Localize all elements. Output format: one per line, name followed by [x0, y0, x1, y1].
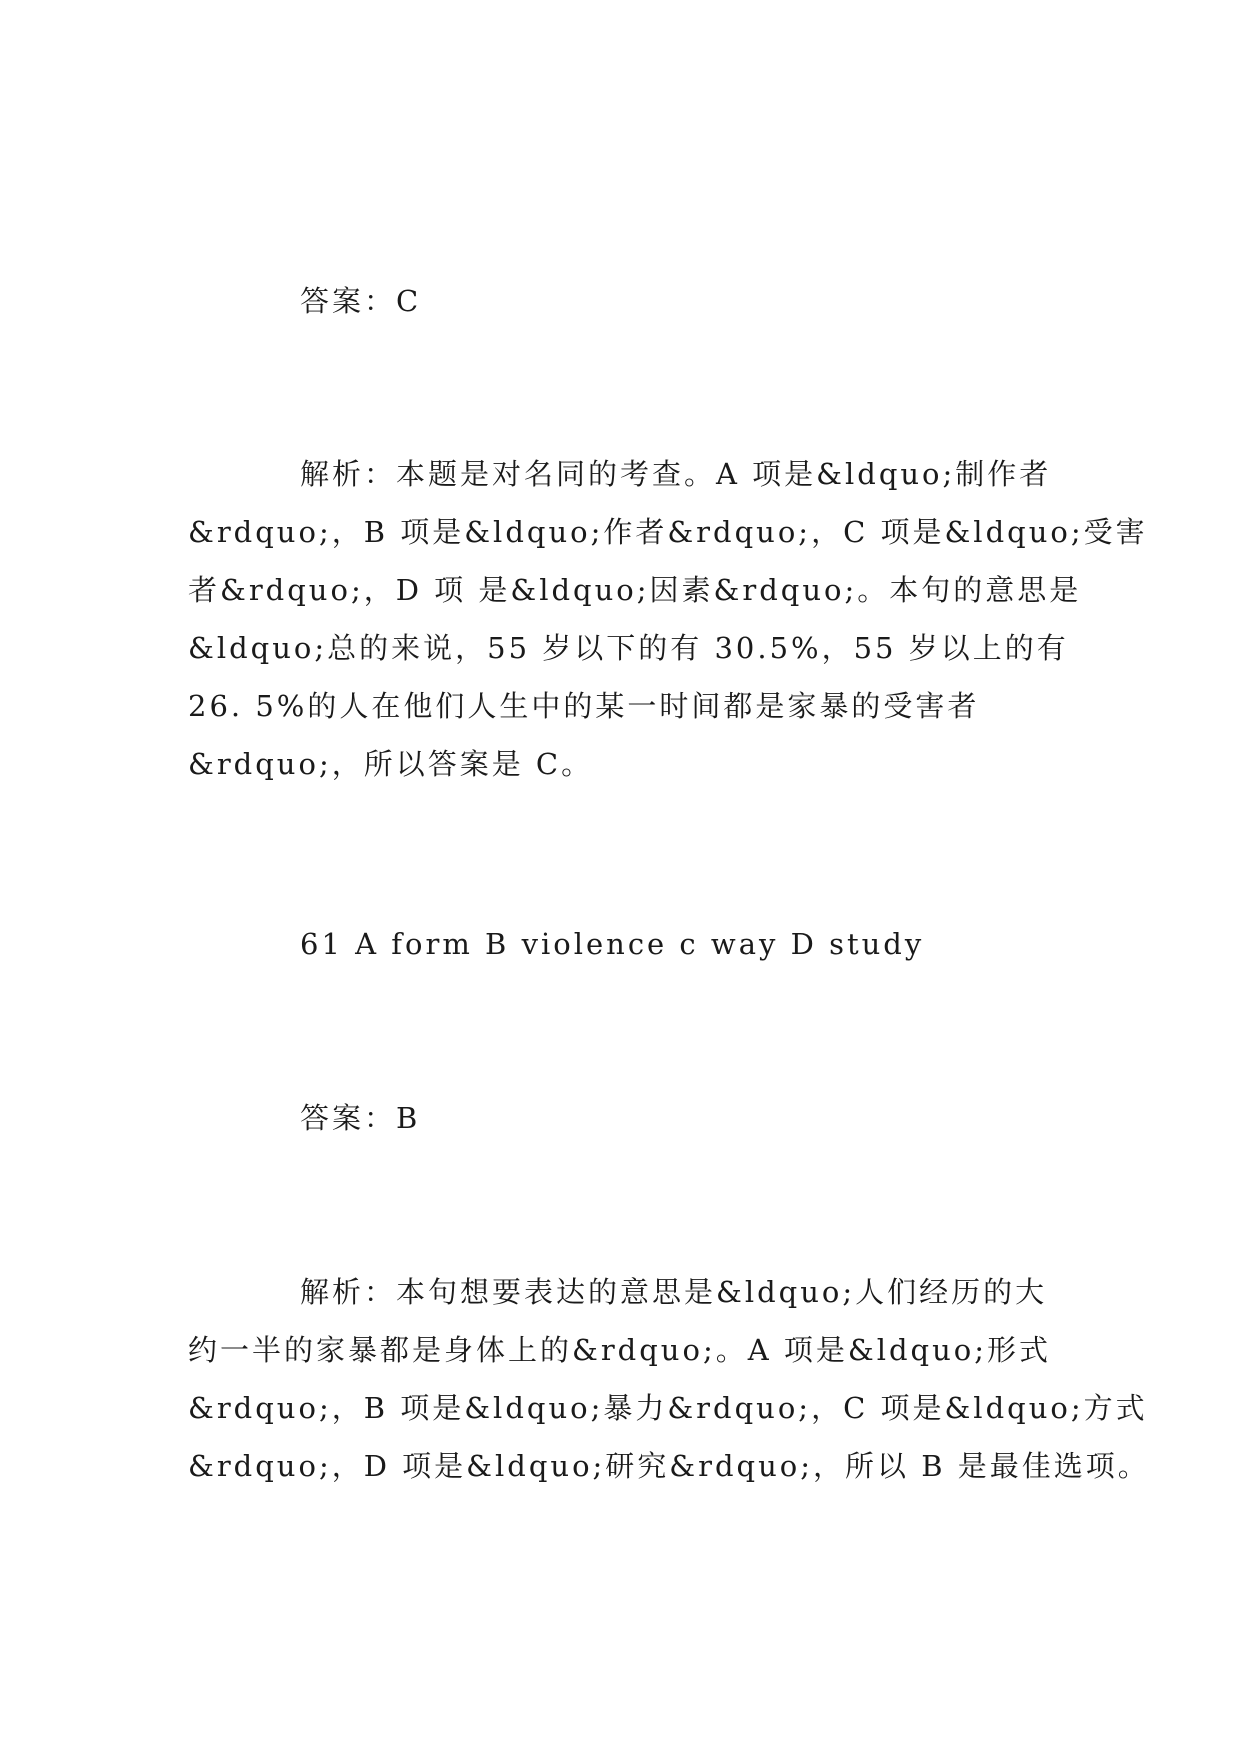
analysis-line: &rdquo;，D 项是&ldquo;研究&rdquo;，所以 B 是最佳选项。	[188, 1449, 1150, 1483]
question-paragraph-61	[188, 915, 1050, 973]
analysis-line: &rdquo;，B 项是&ldquo;作者&rdquo;，C 项是&ldquo;受害	[188, 515, 1148, 549]
analysis-line: 约一半的家暴都是身体上的&rdquo;。A 项是&ldquo;形式	[188, 1333, 1051, 1367]
analysis-paragraph-2	[188, 1263, 1150, 1495]
answer-line: 答案：B	[300, 1101, 421, 1135]
analysis-line: &rdquo;，B 项是&ldquo;暴力&rdquo;，C 项是&ldquo;方式	[188, 1391, 1148, 1425]
analysis-line: 者&rdquo;，D 项 是&ldquo;因素&rdquo;。本句的意思是	[188, 573, 1082, 607]
question-line: 61 A form B violence c way D study	[300, 927, 925, 961]
answer-paragraph-1	[188, 272, 1050, 330]
answer-line: 答案：C	[300, 284, 422, 318]
analysis-line: 26. 5%的人在他们人生中的某一时间都是家暴的受害者	[188, 689, 980, 723]
answer-paragraph-2	[188, 1089, 1050, 1147]
analysis-line: &ldquo;总的来说，55 岁以下的有 30.5%，55 岁以上的有	[188, 631, 1069, 665]
analysis-line: 解析：本题是对名同的考查。A 项是&ldquo;制作者	[300, 457, 1052, 491]
analysis-line: &rdquo;，所以答案是 C。	[188, 747, 594, 781]
analysis-paragraph-1	[188, 445, 1148, 793]
analysis-line: 解析：本句想要表达的意思是&ldquo;人们经历的大	[300, 1275, 1048, 1309]
